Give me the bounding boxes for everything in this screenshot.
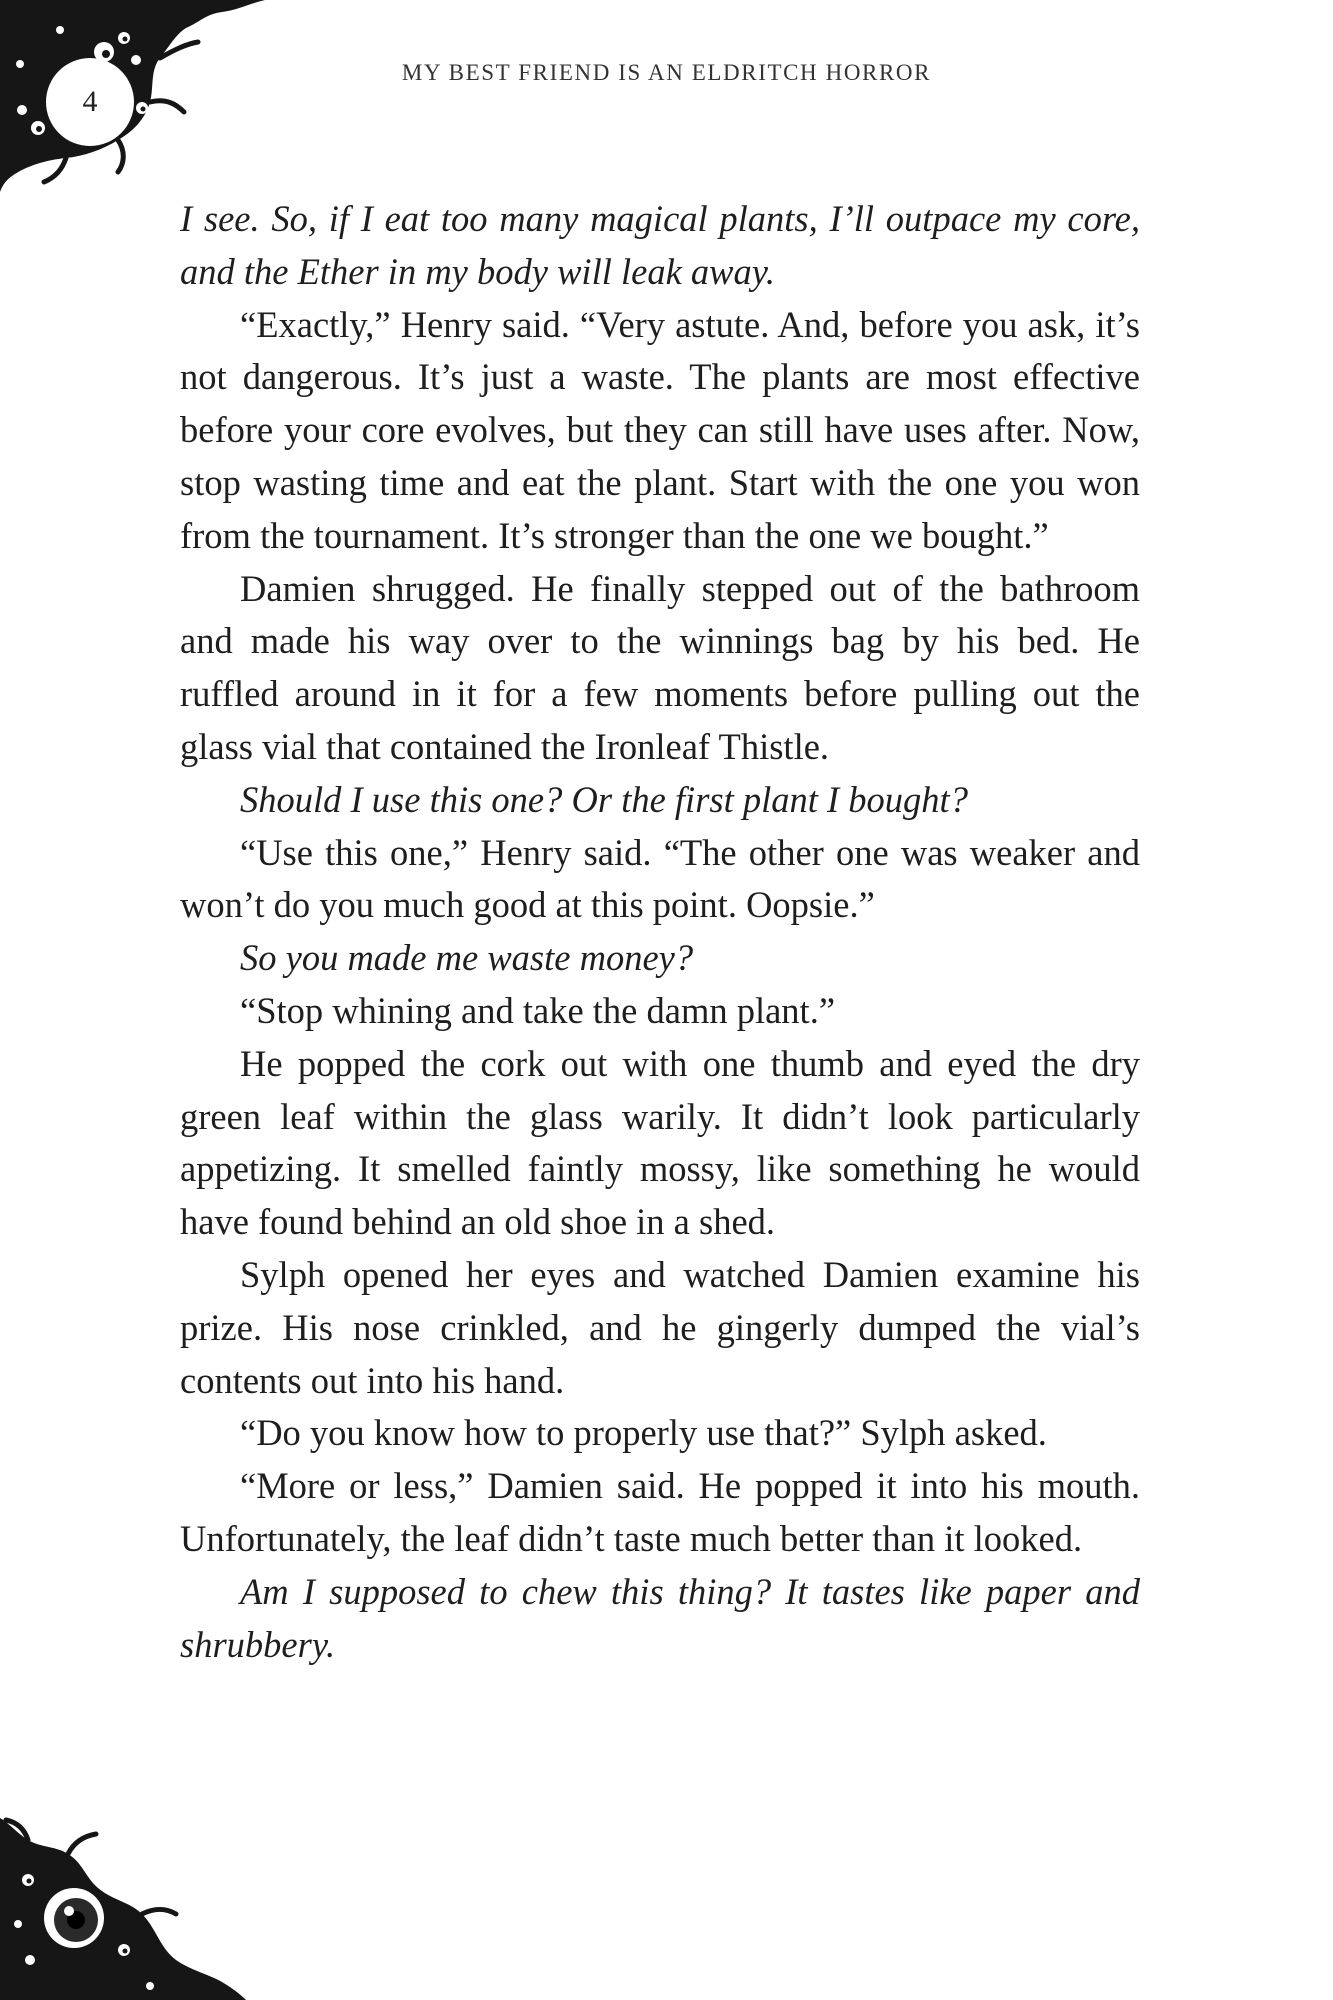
paragraph: “Use this one,” Henry said. “The other one was weaker and won’t do you much good at this point. Oopsie.” (180, 831, 1140, 926)
paragraph: “More or less,” Damien said. He popped it into his mouth. Unfortunately, the leaf didn’t taste much better than it looked. (180, 1465, 1140, 1559)
paragraph: Sylph opened her eyes and watched Damien examine his prize. His nose crinkled, and he gingerly dumped the vial’s contents out into his hand. (180, 1253, 1140, 1401)
paragraph: He popped the cork out with one thumb and eyed the dry green leaf within the glass warily. It didn’t look particularly appetizing. It smelled faintly mossy, like something he would have found behind an old shoe in a shed. (180, 1042, 1140, 1243)
paragraph: “Stop whining and take the damn plant.” (240, 989, 836, 1031)
paragraph-thought: So you made me waste money? (240, 937, 694, 979)
paragraph: Damien shrugged. He finally stepped out of the bathroom and made his way over to the winnings bag by his bed. He ruffled around in it for a few moments before pulling out the glass vial that contained the Ironleaf Thistle. (180, 567, 1140, 767)
paragraph-thought: I see. So, if I eat too many magical plants, I’ll outpace my core, and the Ether in my body will leak away. (180, 198, 1140, 292)
paragraph-thought: Should I use this one? Or the first plant I bought? (240, 778, 968, 820)
eldritch-corner-illustration-top (0, 0, 300, 200)
paragraph-thought: Am I supposed to chew this thing? It tastes like paper and shrubbery. (180, 1570, 1140, 1665)
body-text (180, 193, 1140, 1671)
eldritch-corner-illustration-bottom (0, 1800, 260, 2000)
page-number: 4 (46, 58, 134, 146)
running-head-book-title: MY BEST FRIEND IS AN ELDRITCH HORROR (401, 60, 932, 85)
paragraph: “Do you know how to properly use that?” Sylph asked. (240, 1412, 1047, 1454)
paragraph: “Exactly,” Henry said. “Very astute. And, before you ask, it’s not dangerous. It’s just a waste. The plants are most effective before your core evolves, but they can still have uses after. Now, stop wasting time and eat the plant. Start with the one you won from the tournament. It’s stronger than the one we bought.” (180, 303, 1140, 556)
